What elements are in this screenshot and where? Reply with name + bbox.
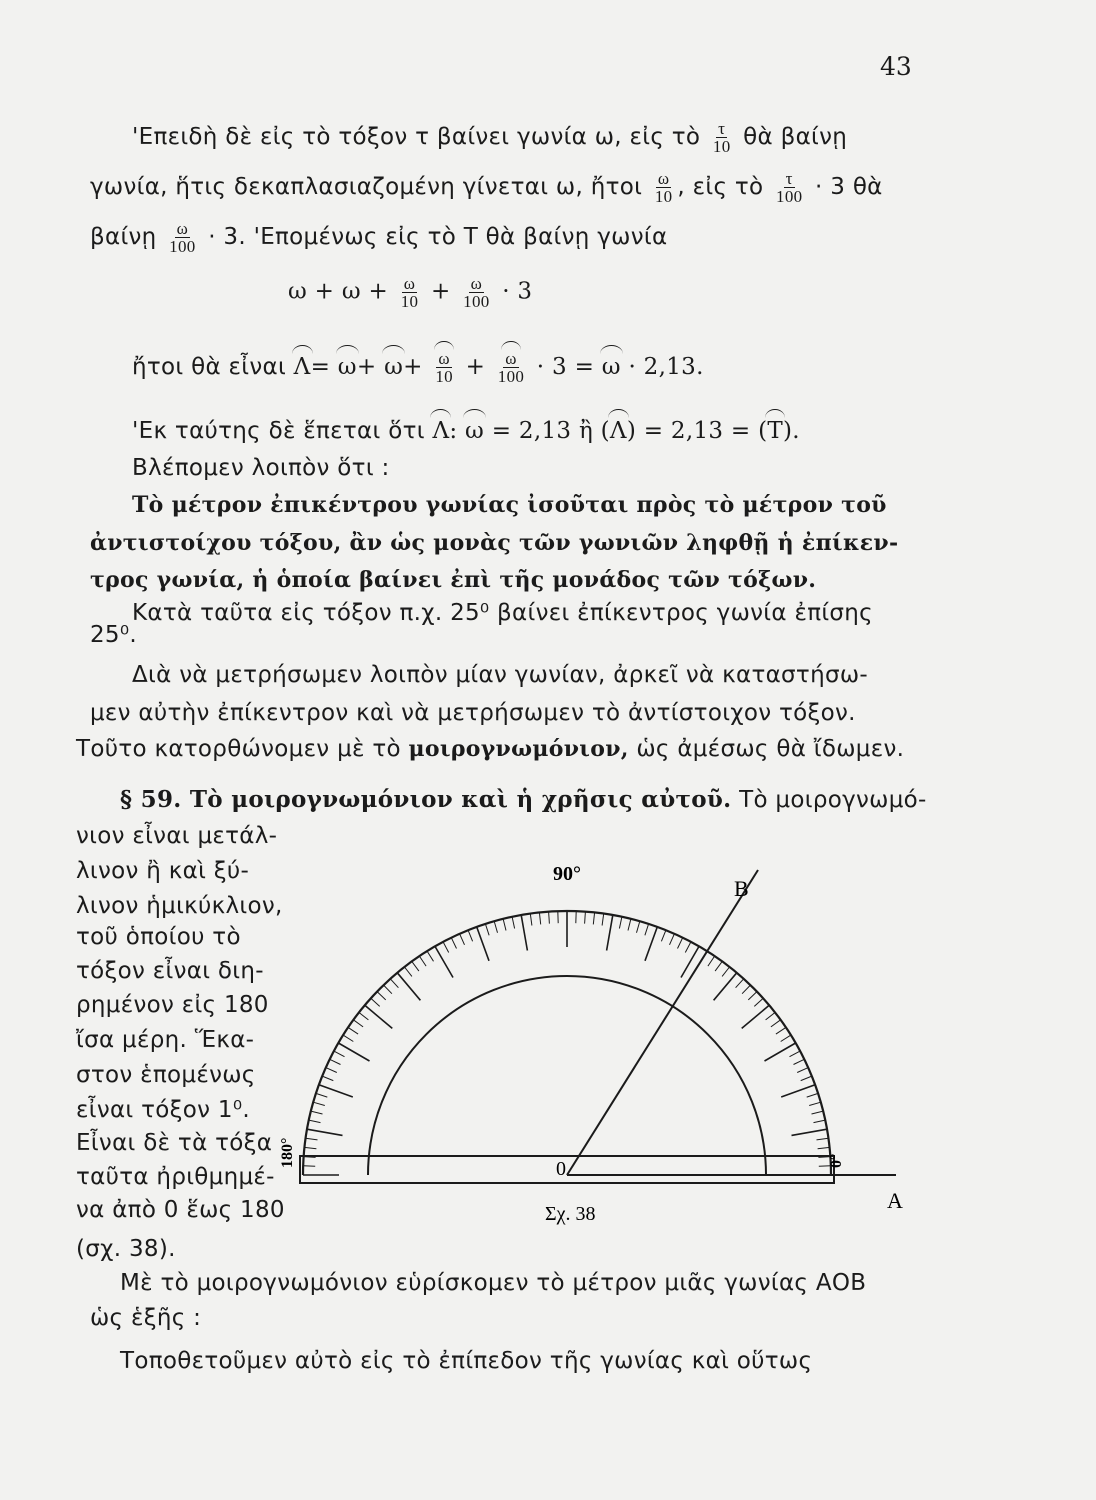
- graduation-tick: [371, 998, 380, 1006]
- text-line: λινον ἢ καὶ ξύ-: [76, 858, 250, 884]
- fraction: [433, 350, 455, 385]
- graduation-tick: [539, 912, 540, 924]
- fraction: [653, 170, 675, 205]
- graduation-tick: [776, 1027, 786, 1034]
- emphasis: μοιρογνωμόνιον,: [408, 736, 629, 762]
- text-span: ).: [783, 418, 800, 444]
- text-line: [90, 220, 667, 255]
- graduation-tick: [661, 930, 666, 941]
- graduation-tick: [309, 1120, 321, 1123]
- text-line: Μὲ τὸ μοιρογνωμόνιον εὑρίσκομεν τὸ μέτρον μιᾶς γωνίας ΑΟΒ: [120, 1270, 867, 1296]
- text-span: βαίνῃ: [90, 224, 157, 250]
- text-line: τόξον εἶναι διη-: [76, 958, 264, 984]
- graduation-tick: [397, 973, 420, 1001]
- text-span: · 3: [502, 278, 533, 305]
- hat-symbol: ω: [384, 354, 404, 380]
- denominator: 100: [463, 292, 490, 311]
- text-line: νιον εἶναι μετάλ-: [76, 823, 278, 849]
- graduation-tick: [807, 1093, 818, 1097]
- graduation-tick: [319, 1085, 353, 1097]
- text-span: Τοῦτο κατορθώνομεν μὲ τὸ: [76, 736, 401, 762]
- graduation-tick: [307, 1129, 343, 1135]
- denominator: 10: [435, 367, 453, 386]
- hat-symbol: ω: [465, 418, 485, 444]
- text-line: στον ἑπομένως: [76, 1062, 256, 1088]
- text-line: ταῦτα ἠριθμημέ-: [76, 1164, 275, 1190]
- text-span: Τὸ μοιρογνωμό-: [739, 787, 927, 813]
- denominator: 10: [654, 187, 673, 206]
- line-ob: [567, 870, 758, 1175]
- graduation-tick: [715, 961, 722, 971]
- graduation-tick: [405, 967, 412, 976]
- denominator: 10: [400, 292, 419, 311]
- graduation-tick: [781, 1035, 791, 1041]
- hat-symbol: Λ: [293, 354, 311, 380]
- graduation-tick: [377, 992, 386, 1000]
- text-line: Εἶναι δὲ τὰ τόξα: [76, 1130, 273, 1156]
- graduation-tick: [412, 961, 419, 971]
- inner-arc: [368, 976, 766, 1175]
- numerator: ω: [176, 219, 189, 238]
- text-span: ὡς ἀμέσως θὰ ἴδωμεν.: [636, 736, 905, 762]
- numerator: τ: [718, 119, 726, 138]
- protractor-base: [300, 1156, 834, 1183]
- denominator: 10: [712, 137, 731, 156]
- graduation-tick: [797, 1068, 808, 1073]
- text-line: ὡς ἑξῆς :: [90, 1305, 202, 1331]
- text-span: +: [465, 354, 486, 380]
- text-line: [132, 120, 847, 155]
- graduation-tick: [628, 919, 631, 931]
- text-line: [76, 736, 904, 762]
- graduation-tick: [714, 973, 737, 1001]
- text-span: ἤτοι θὰ εἶναι: [132, 354, 287, 380]
- graduation-tick: [736, 979, 744, 988]
- page-number: 43: [880, 52, 912, 81]
- graduation-tick: [485, 924, 489, 935]
- graduation-tick: [809, 1102, 821, 1105]
- graduation-tick: [338, 1043, 369, 1061]
- graduation-tick: [322, 1076, 333, 1081]
- label-a: Α: [887, 1188, 903, 1213]
- text-span: , εἰς τὸ: [677, 174, 764, 200]
- graduation-tick: [419, 956, 426, 966]
- text-line: Κατὰ ταῦτα εἰς τόξον π.χ. 25⁰ βαίνει ἐπίκεντρος γωνία ἐπίσης: [132, 600, 873, 626]
- fraction: [167, 220, 197, 255]
- graduation-tick: [530, 914, 532, 926]
- text-span: +: [403, 354, 423, 380]
- graduation-tick: [384, 985, 392, 994]
- equation-2: [132, 350, 704, 385]
- text-line: λινον ἡμικύκλιον,: [76, 893, 283, 919]
- graduation-tick: [468, 930, 473, 941]
- graduation-tick: [585, 912, 586, 924]
- outer-arc: [303, 911, 831, 1175]
- graduation-tick: [637, 921, 640, 933]
- text-line: (σχ. 38).: [76, 1236, 176, 1262]
- equation-3: [132, 418, 800, 444]
- text-line: εἶναι τόξον 1⁰.: [76, 1097, 250, 1123]
- graduation-tick: [645, 927, 657, 961]
- text-span: = 2,13 ἢ (: [491, 418, 610, 444]
- hat-symbol: ω: [337, 354, 357, 380]
- graduation-tick: [748, 992, 757, 1000]
- graduation-tick: [801, 1076, 812, 1081]
- graduation-tick: [681, 946, 699, 977]
- graduation-tick: [451, 938, 456, 949]
- text-span: θὰ βαίνῃ: [743, 124, 848, 150]
- numerator: ω: [403, 274, 416, 293]
- graduation-tick: [790, 1051, 801, 1057]
- denominator: 100: [169, 237, 196, 256]
- graduation-tick: [814, 1120, 826, 1123]
- numerator: ω: [438, 349, 450, 368]
- fraction: [711, 120, 733, 155]
- label-90: 90°: [553, 863, 581, 885]
- graduation-tick: [521, 915, 527, 951]
- figure-caption: Σχ. 38: [545, 1203, 596, 1225]
- text-span: ) = 2,13 = (: [626, 418, 768, 444]
- graduation-tick: [645, 924, 649, 935]
- numerator: τ: [785, 169, 793, 188]
- text-span: · 2,13.: [628, 354, 704, 380]
- graduation-tick: [311, 1111, 323, 1114]
- text-span: 'Εκ ταύτης δὲ ἕπεται ὅτι: [132, 418, 425, 444]
- protractor-figure: [270, 850, 920, 1230]
- theorem-line: Τὸ μέτρον ἐπικέντρου γωνίας ἰσοῦται πρὸς τὸ μέτρον τοῦ: [132, 492, 887, 518]
- text-line: ἴσα μέρη. Ἕκα-: [76, 1027, 255, 1053]
- equation-1: [288, 275, 532, 310]
- text-span: · 3 =: [536, 354, 595, 380]
- text-span: · 3 θὰ: [815, 174, 883, 200]
- graduation-tick: [771, 1020, 781, 1027]
- graduation-tick: [334, 1051, 345, 1057]
- theorem-line: τρος γωνία, ἡ ὁποία βαίνει ἐπὶ τῆς μονάδος τῶν τόξων.: [90, 567, 817, 593]
- graduation-tick: [435, 946, 453, 977]
- graduation-tick: [619, 917, 622, 929]
- label-0: 0°: [828, 1153, 845, 1168]
- graduation-tick: [512, 917, 515, 929]
- text-span: :: [449, 418, 458, 444]
- graduation-tick: [326, 1068, 337, 1073]
- graduation-tick: [460, 934, 465, 945]
- text-span: γωνία, ἥτις δεκαπλασιαζομένη γίνεται ω, ἤτοι: [90, 174, 643, 200]
- graduation-tick: [443, 942, 449, 953]
- section-heading: § 59. Τὸ μοιρογνωμόνιον καὶ ἡ χρῆσις αὐτοῦ.: [120, 786, 732, 813]
- text-line: Τοποθετοῦμεν αὐτὸ εἰς τὸ ἐπίπεδον τῆς γωνίας καὶ οὕτως: [120, 1348, 813, 1374]
- graduation-tick: [313, 1102, 325, 1105]
- text-line: να ἀπὸ 0 ἕως 180: [76, 1197, 285, 1223]
- text-line: ρημένον εἰς 180: [76, 992, 269, 1018]
- graduation-tick: [427, 951, 433, 961]
- graduation-tick: [316, 1093, 327, 1097]
- graduation-tick: [708, 956, 715, 966]
- graduation-tick: [343, 1035, 353, 1041]
- fraction: [774, 170, 804, 205]
- graduation-tick: [477, 927, 489, 961]
- graduation-tick: [722, 967, 729, 976]
- text-span: +: [356, 354, 377, 380]
- graduation-tick: [781, 1085, 815, 1097]
- graduation-tick: [818, 1147, 830, 1148]
- hat-symbol: Λ: [609, 418, 627, 444]
- graduation-tick: [494, 921, 497, 933]
- numerator: ω: [505, 349, 517, 368]
- text-span: +: [430, 278, 451, 305]
- graduation-tick: [503, 919, 506, 931]
- graduation-tick: [742, 1005, 770, 1028]
- numerator: ω: [470, 274, 483, 293]
- theorem-line: ἀντιστοίχου τόξου, ἂν ὡς μονὰς τῶν γωνιῶν ληφθῇ ἡ ἐπίκεν-: [90, 530, 899, 556]
- label-o: 0: [556, 1158, 566, 1180]
- text-line: τοῦ ὁποίου τὸ: [76, 924, 241, 950]
- text-span: · 3. 'Επομένως εἰς τὸ Τ θὰ βαίνῃ γωνία: [208, 224, 668, 250]
- graduation-tick: [812, 1111, 824, 1114]
- denominator: 100: [776, 187, 803, 206]
- graduation-tick: [549, 912, 550, 924]
- graduation-tick: [330, 1059, 341, 1064]
- fraction: [496, 350, 526, 385]
- graduation-tick: [306, 1138, 318, 1140]
- graduation-tick: [754, 998, 763, 1006]
- section-heading-line: [120, 786, 927, 813]
- text-line: Βλέπομεν λοιπὸν ὅτι :: [132, 455, 390, 481]
- numerator: ω: [657, 169, 670, 188]
- graduation-tick: [670, 934, 675, 945]
- fraction: [461, 275, 491, 310]
- text-line: μεν αὐτὴν ἐπίκεντρον καὶ νὰ μετρήσωμεν τὸ ἀντίστοιχον τόξον.: [90, 700, 856, 726]
- graduation-tick: [607, 915, 613, 951]
- text-line: Διὰ νὰ μετρήσωμεν λοιπὸν μίαν γωνίαν, ἀρκεῖ νὰ καταστήσω-: [132, 662, 868, 688]
- hat-symbol: ω: [601, 354, 621, 380]
- graduation-tick: [792, 1129, 828, 1135]
- text-line: [90, 170, 883, 205]
- hat-symbol: Λ: [432, 418, 450, 444]
- fraction: [399, 275, 421, 310]
- graduation-tick: [765, 1043, 796, 1061]
- graduation-tick: [390, 979, 398, 988]
- graduation-tick: [359, 1013, 368, 1020]
- graduation-tick: [766, 1013, 775, 1020]
- denominator: 100: [497, 367, 525, 386]
- hat-symbol: Τ: [767, 418, 784, 444]
- graduation-tick: [678, 938, 683, 949]
- text-span: ω + ω +: [288, 278, 389, 305]
- graduation-tick: [593, 912, 594, 924]
- text-span: 'Επειδὴ δὲ εἰς τὸ τόξον τ βαίνει γωνία ω, εἰς τὸ: [132, 124, 701, 150]
- graduation-tick: [602, 914, 604, 926]
- label-180: 180°: [279, 1137, 296, 1168]
- protractor-ticks: [303, 911, 831, 1175]
- graduation-tick: [348, 1027, 358, 1034]
- graduation-tick: [365, 1005, 393, 1028]
- text-line: 25⁰.: [90, 622, 137, 648]
- graduation-tick: [685, 942, 691, 953]
- text-span: =: [310, 354, 331, 380]
- graduation-tick: [353, 1020, 363, 1027]
- graduation-tick: [794, 1059, 805, 1064]
- graduation-tick: [742, 985, 750, 994]
- graduation-tick: [817, 1138, 829, 1140]
- graduation-tick: [304, 1147, 316, 1148]
- label-b: Β: [734, 876, 749, 901]
